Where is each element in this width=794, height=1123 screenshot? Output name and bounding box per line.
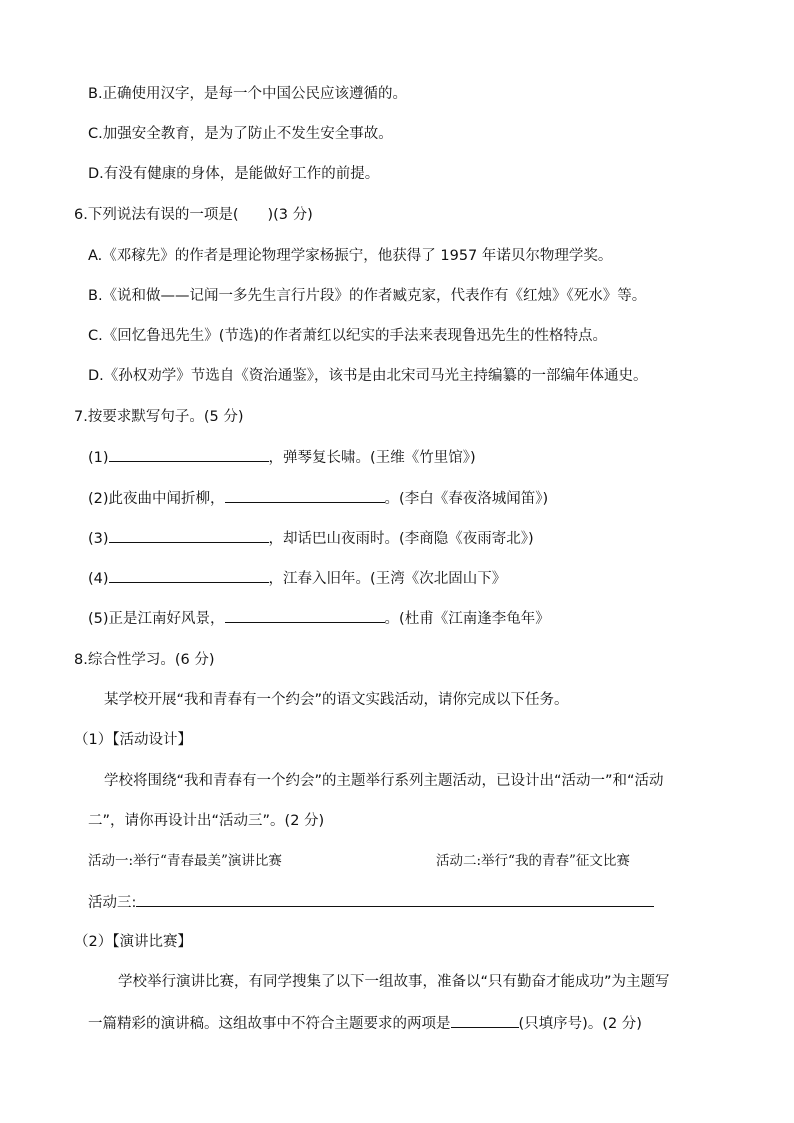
activity-one: 活动一:举行“青春最美”演讲比赛 xyxy=(88,853,282,869)
q7-item-1-answer-blank[interactable] xyxy=(109,447,269,462)
q8-part1-text-line2: 二”，请你再设计出“活动三”。(2 分) xyxy=(88,813,325,829)
q8-part2-text-pre: 一篇精彩的演讲稿。这组故事中不符合主题要求的两项是 xyxy=(88,1016,451,1032)
activity-three-answer-blank[interactable] xyxy=(136,892,654,907)
q7-item-2-post: 。(李白《春夜洛城闻笛》) xyxy=(384,491,549,507)
q7-item-3-pre: (3) xyxy=(88,531,109,547)
q7-item-3 xyxy=(88,528,534,549)
q7-item-4-post: ，江春入旧年。(王湾《次北固山下》 xyxy=(268,571,507,587)
q8-part2-text-line2 xyxy=(88,1013,642,1034)
q7-item-2 xyxy=(88,488,548,509)
q7-item-5 xyxy=(88,608,550,629)
q5-option-c: C.加强安全教育，是为了防止不发生安全事故。 xyxy=(88,126,393,142)
q7-item-4-answer-blank[interactable] xyxy=(109,568,269,583)
q8-part2-heading: （2）【演讲比赛】 xyxy=(74,934,192,950)
q7-item-2-pre: (2)此夜曲中闻折柳， xyxy=(88,491,225,507)
q8-intro: 某学校开展“我和青春有一个约会”的语文实践活动，请你完成以下任务。 xyxy=(104,692,569,708)
q8-part1-heading: （1）【活动设计】 xyxy=(74,732,192,748)
q7-item-5-post: 。(杜甫《江南逢李龟年》 xyxy=(384,611,550,627)
q8-stem: 8.综合性学习。(6 分) xyxy=(74,652,215,668)
q5-option-b: B.正确使用汉字，是每一个中国公民应该遵循的。 xyxy=(88,86,408,102)
q6-option-a: A.《邓稼先》的作者是理论物理学家杨振宁，他获得了 1957 年诺贝尔物理学奖。 xyxy=(88,248,613,264)
q7-item-3-answer-blank[interactable] xyxy=(109,528,269,543)
activity-two: 活动二:举行“我的青春”征文比赛 xyxy=(436,853,630,869)
q7-stem: 7.按要求默写句子。(5 分) xyxy=(74,409,244,425)
q6-stem: 6.下列说法有误的一项是( )(3 分) xyxy=(74,207,313,223)
q8-part2-text-line1: 学校举行演讲比赛，有同学搜集了以下一组故事，准备以“只有勤奋才能成功”为主题写 xyxy=(118,974,670,990)
q8-part1-text-line1: 学校将围绕“我和青春有一个约会”的主题举行系列主题活动，已设计出“活动一”和“活动 xyxy=(104,773,664,789)
q8-part2-answer-blank[interactable] xyxy=(451,1013,519,1028)
q6-option-c: C.《回忆鲁迅先生》(节选)的作者萧红以纪实的手法来表现鲁迅先生的性格特点。 xyxy=(88,328,608,344)
q7-item-2-answer-blank[interactable] xyxy=(225,488,385,503)
q7-item-1-post: ，弹琴复长啸。(王维《竹里馆》) xyxy=(268,450,476,466)
q7-item-1-pre: (1) xyxy=(88,450,109,466)
q5-option-d: D.有没有健康的身体，是能做好工作的前提。 xyxy=(88,166,380,182)
q7-item-3-post: ，却话巴山夜雨时。(李商隐《夜雨寄北》) xyxy=(268,531,534,547)
activity-three xyxy=(88,892,654,913)
q7-item-5-answer-blank[interactable] xyxy=(225,608,385,623)
q7-item-4 xyxy=(88,568,506,589)
q7-item-4-pre: (4) xyxy=(88,571,109,587)
q6-option-d: D.《孙权劝学》节选自《资治通鉴》，该书是由北宋司马光主持编纂的一部编年体通史。 xyxy=(88,368,648,384)
q6-option-b: B.《说和做——记闻一多先生言行片段》的作者臧克家，代表作有《红烛》《死水》等。 xyxy=(88,288,647,304)
q7-item-5-pre: (5)正是江南好风景， xyxy=(88,611,225,627)
q8-part2-text-post: (只填序号)。(2 分) xyxy=(518,1016,642,1032)
activity-three-label: 活动三: xyxy=(88,895,137,911)
q7-item-1 xyxy=(88,447,476,468)
